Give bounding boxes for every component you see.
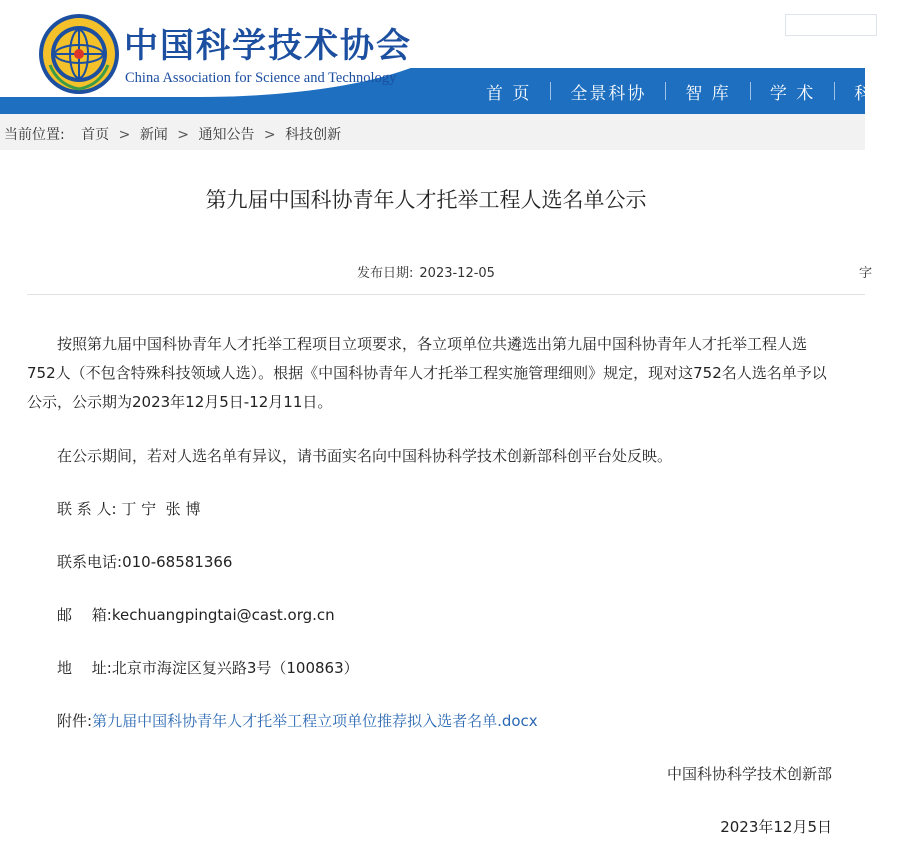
signature: 中国科协科学技术创新部: [666, 765, 832, 783]
address-label: 地 址:: [57, 659, 112, 677]
search-input[interactable]: [785, 14, 877, 36]
nav-item-science-popularization[interactable]: 科 普: [854, 83, 900, 104]
publish-date-value: 2023-12-05: [419, 266, 495, 281]
publish-date: [0, 262, 852, 281]
site-header: [0, 0, 900, 114]
phone-label: 联系电话:: [57, 553, 123, 571]
nav-item-panorama[interactable]: 全景科协: [570, 83, 647, 104]
breadcrumb-link-notices[interactable]: 通知公告: [198, 127, 255, 143]
publish-date-label: 发布日期:: [357, 266, 414, 281]
intro-paragraph: 按照第九届中国科协青年人才托举工程项目立项要求，各立项单位共遴选出第九届中国科协青年人才托举工程人选752人（不包含特殊科技领域人选）。根据《中国科协青年人才托举工程实施管理细则》规定，现对这752名人选名单予以公示，公示期为2023年12月5日-12月11日。: [27, 335, 827, 411]
article-title: 第九届中国科协青年人才托举工程人选名单公示: [205, 188, 647, 212]
nav-item-home[interactable]: 首 页: [486, 83, 532, 104]
logo-chinese-name: 中国科学技术协会: [124, 26, 412, 66]
nav-item-think-tank[interactable]: 智 库: [685, 83, 731, 104]
breadcrumb-link-home[interactable]: 首页: [81, 127, 110, 143]
objection-paragraph: 在公示期间，若对人选名单有异议，请书面实名向中国科协科学技术创新部科创平台处反映。: [57, 447, 673, 465]
contact-label: 联 系 人:: [57, 500, 117, 518]
phone-line: [27, 552, 832, 572]
article-body: [27, 330, 832, 837]
breadcrumb-separator: >: [263, 127, 276, 143]
breadcrumb-link-innovation[interactable]: 科技创新: [285, 127, 342, 143]
breadcrumb-link-news[interactable]: 新闻: [139, 127, 168, 143]
attachment-label: 附件:: [57, 712, 93, 730]
address-line: [27, 658, 832, 678]
title-divider: [27, 294, 865, 295]
nav-item-academic[interactable]: 学 术: [769, 83, 816, 104]
font-size-control[interactable]: 字: [859, 266, 873, 281]
main-nav: [467, 80, 919, 102]
contact-line: [27, 499, 832, 519]
attachment-link[interactable]: 第九届中国科协青年人才托举工程立项单位推荐拟入选者名单.docx: [92, 712, 538, 730]
cast-emblem-icon[interactable]: [38, 13, 120, 95]
logo-english-name: China Association for Science and Technology: [125, 70, 397, 86]
phone-value: 010-68581366: [122, 553, 233, 571]
email-value: kechuangpingtai@cast.org.cn: [111, 606, 335, 624]
signature-date: 2023年12月5日: [720, 818, 832, 836]
attachment-line: [27, 711, 832, 731]
breadcrumb-bar: [0, 114, 865, 150]
address-value: 北京市海淀区复兴路3号（100863）: [111, 659, 359, 677]
email-line: [27, 605, 832, 625]
breadcrumb-prefix: 当前位置:: [4, 127, 65, 143]
breadcrumb: [4, 124, 341, 144]
breadcrumb-separator: >: [177, 127, 189, 143]
breadcrumb-separator: >: [118, 127, 131, 143]
contact-value: 丁 宁 张 博: [121, 500, 201, 518]
email-label: 邮 箱:: [57, 606, 112, 624]
